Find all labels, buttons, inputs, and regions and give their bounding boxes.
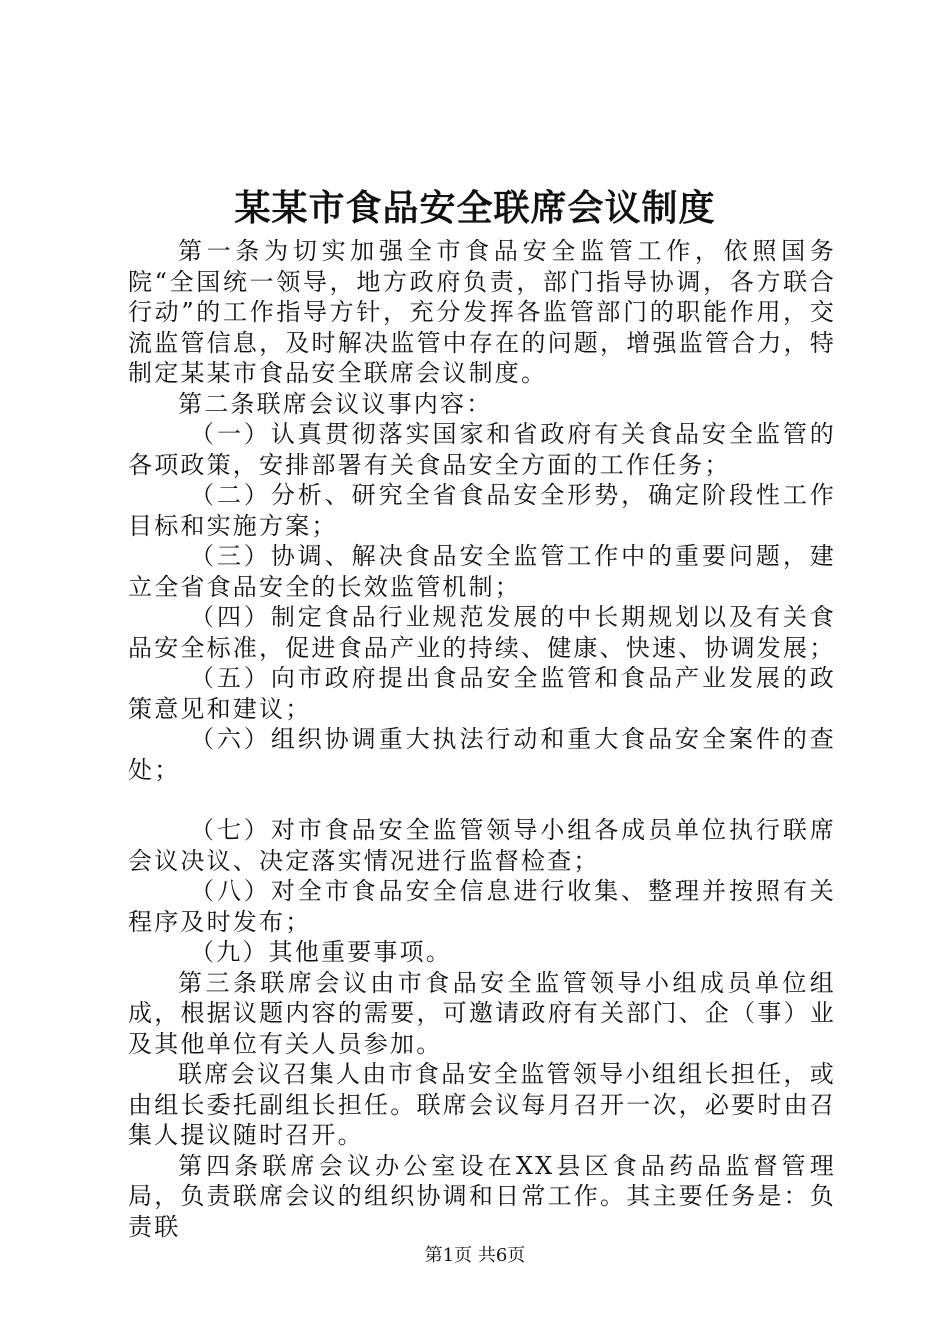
list-item-5: （五）向市政府提出食品安全监管和食品产业发展的政策意见和建议； bbox=[128, 664, 836, 723]
page-title: 某某市食品安全联席会议制度 bbox=[234, 187, 716, 229]
paragraph-convener: 联席会议召集人由市食品安全监管领导小组组长担任，或由组长委托副组长担任。联席会议每月召开一次，必要时由召集人提议随时召开。 bbox=[128, 1060, 836, 1149]
list-item-1: （一）认真贯彻落实国家和省政府有关食品安全监管的各项政策，安排部署有关食品安全方面的工作任务； bbox=[128, 420, 836, 479]
list-item-2: （二）分析、研究全省食品安全形势，确定阶段性工作目标和实施方案； bbox=[128, 481, 836, 540]
paragraph-article-3: 第三条联席会议由市食品安全监管领导小组成员单位组成，根据议题内容的需要，可邀请政府有关部门、企（事）业及其他单位有关人员参加。 bbox=[128, 968, 836, 1058]
list-item-9: （九）其他重要事项。 bbox=[190, 938, 452, 966]
paragraph-article-1: 第一条为切实加强全市食品安全监管工作，依照国务院“全国统一领导，地方政府负责，部门指导协调，各方联合行动”的工作指导方针，充分发挥各监管部门的职能作用，交流监管信息，及时解决监管中存在的问题，增强监管合力，特制定某某市食品安全联席会议制度。 bbox=[128, 237, 836, 387]
paragraph-article-4: 第四条联席会议办公室设在XX县区食品药品监督管理局，负责联席会议的组织协调和日常工作。其主要任务是：负责联 bbox=[128, 1151, 836, 1241]
list-item-3: （三）协调、解决食品安全监管工作中的重要问题，建立全省食品安全的长效监管机制； bbox=[128, 542, 836, 601]
list-item-8: （八）对全市食品安全信息进行收集、整理并按照有关程序及时发布； bbox=[128, 877, 836, 936]
page-number: 第1页 共6页 bbox=[424, 1245, 526, 1266]
paragraph-article-2: 第二条联席会议议事内容： bbox=[178, 389, 493, 418]
list-item-4: （四）制定食品行业规范发展的中长期规划以及有关食品安全标准，促进食品产业的持续、健康、快速、协调发展； bbox=[128, 603, 836, 662]
document-body bbox=[128, 236, 836, 1242]
list-item-7: （七）对市食品安全监管领导小组各成员单位执行联席会议决议、决定落实情况进行监督检查； bbox=[128, 816, 836, 875]
list-item-6: （六）组织协调重大执法行动和重大食品安全案件的查处； bbox=[128, 725, 836, 784]
